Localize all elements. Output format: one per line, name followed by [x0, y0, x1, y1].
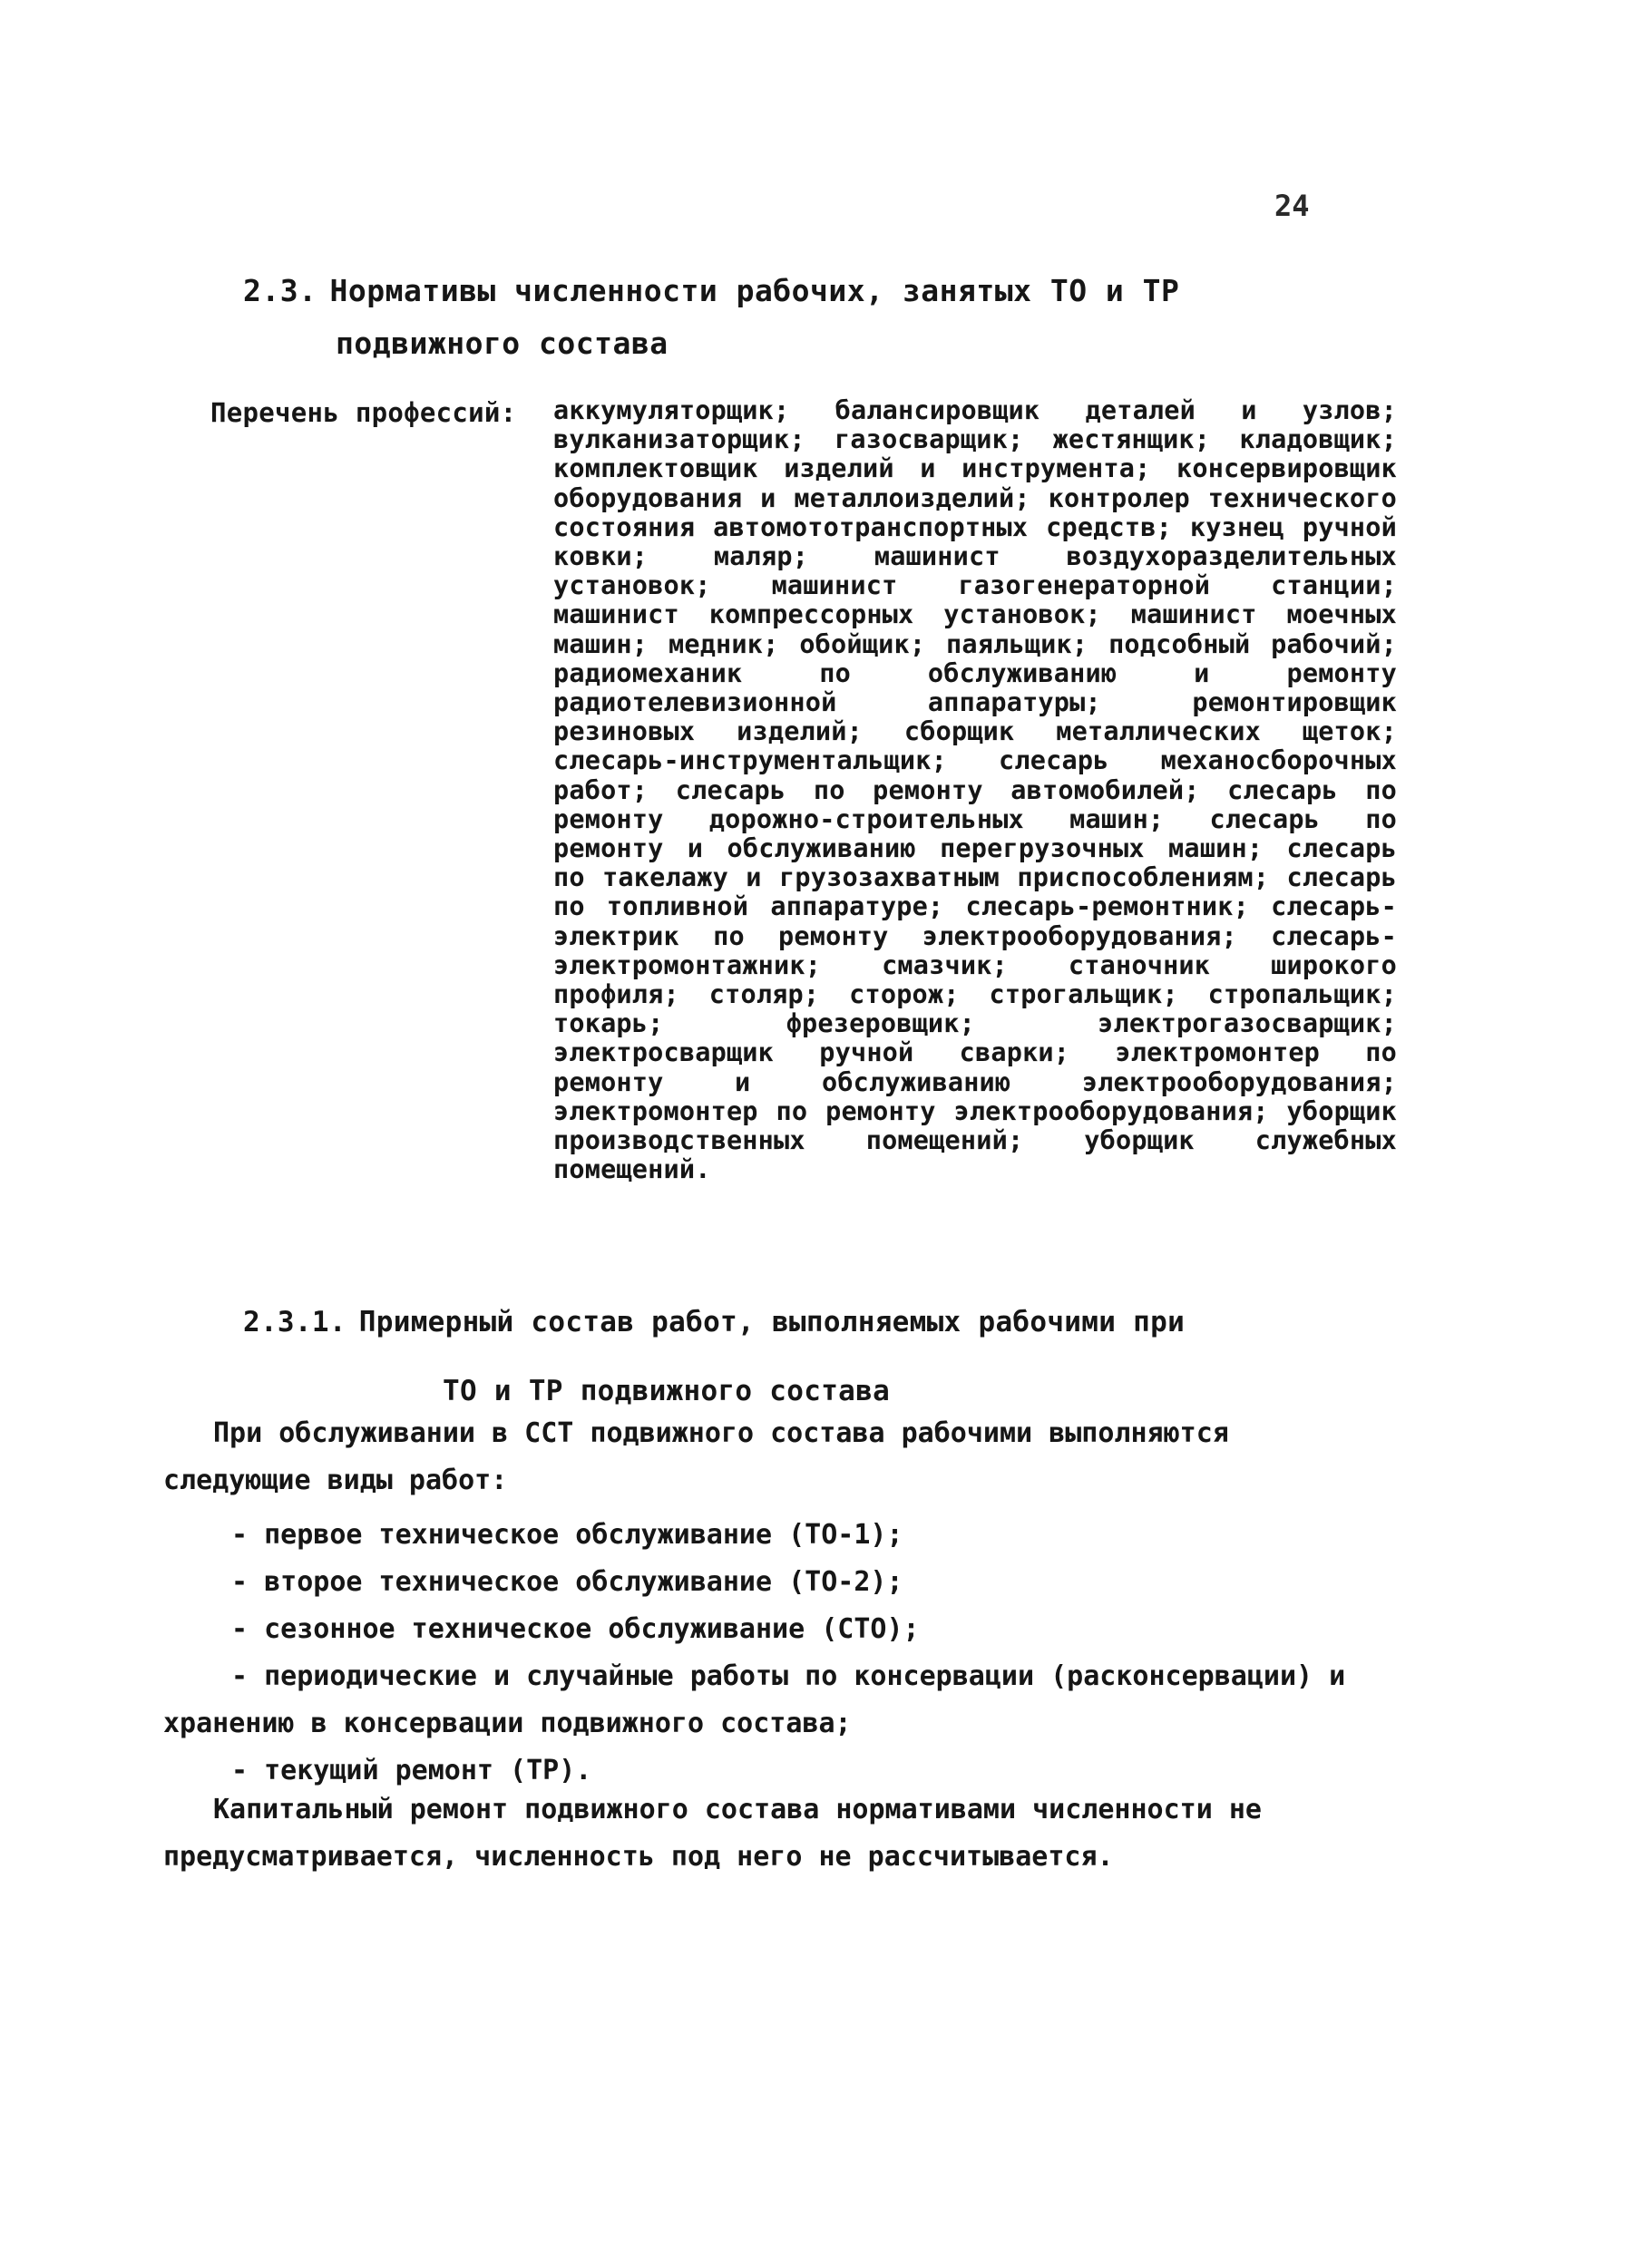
- professions-label: Перечень профессий:: [210, 397, 517, 428]
- intro-paragraph: При обслуживании в ССТ подвижного состава рабочими выполняются следующие виды работ:: [163, 1417, 1229, 1496]
- works-list-item: - первое техническое обслуживание (ТО-1);: [231, 1519, 903, 1551]
- page-number: 24: [1274, 189, 1310, 223]
- works-list: [163, 1512, 1361, 1795]
- professions-list-text: аккумуляторщик; балансировщик деталей и узлов; вулканизаторщик; газосварщик; жестянщик; кладовщик; комплектовщик изделий и инструмента; консервировщик оборудования и металлоизделий; контролер технического состояния автомототранспортных средств; кузнец ручной ковки; маляр; машинист воздухоразделительных установок; машинист газогенераторной станции; машинист компрессорных установок; машинист моечных машин; медник; обойщик; паяльщик; подсобный рабочий; радиомеханик по обслуживанию и ремонту радиотелевизионной аппаратуры; ремонтировщик резиновых изделий; сборщик металлических щеток; слесарь-инструментальщик; слесарь механосборочных работ; слесарь по ремонту автомобилей; слесарь по ремонту дорожно-строительных машин; слесарь по ремонту и обслуживанию перегрузочных машин; слесарь по такелажу и грузозахватным приспособлениям; слесарь по топливной аппаратуре; слесарь-ремонтник; слесарь-электрик по ремонту электрооборудования; слесарь-электромонтажник; смазчик; станочник широкого профиля; столяр; сторож; строгальщик; стропальщик; токарь; фрезеровщик; электрогазосварщик; электросварщик ручной сварки; электромонтер по ремонту и обслуживанию электрооборудования; электромонтер по ремонту электрооборудования; уборщик производственных помещений; уборщик служебных помещений.: [553, 395, 1397, 1185]
- works-list-item: - периодические и случайные работы по консервации (расконсервации) и хранению в консервации подвижного состава;: [163, 1660, 1346, 1739]
- subsection-number: 2.3.1.: [243, 1306, 346, 1338]
- works-list-item: - текущий ремонт (ТР).: [231, 1755, 592, 1786]
- closing-paragraph: Капитальный ремонт подвижного состава нормативами численности не предусматривается, численность под него не рассчитывается.: [163, 1794, 1262, 1873]
- works-list-item: - сезонное техническое обслуживание (СТО);: [231, 1613, 920, 1645]
- section-heading: [243, 265, 1286, 370]
- section-number: 2.3.: [243, 273, 317, 308]
- section-title-line1: Нормативы численности рабочих, занятых ТО и ТР: [329, 273, 1180, 308]
- section-title-line2: подвижного состава: [336, 326, 669, 361]
- subsection-heading: [243, 1288, 1332, 1426]
- works-list-item: - второе техническое обслуживание (ТО-2);: [231, 1566, 903, 1598]
- subsection-title-line2: ТО и ТР подвижного состава: [443, 1375, 891, 1407]
- subsection-title-line1: Примерный состав работ, выполняемых рабочими при: [358, 1306, 1186, 1338]
